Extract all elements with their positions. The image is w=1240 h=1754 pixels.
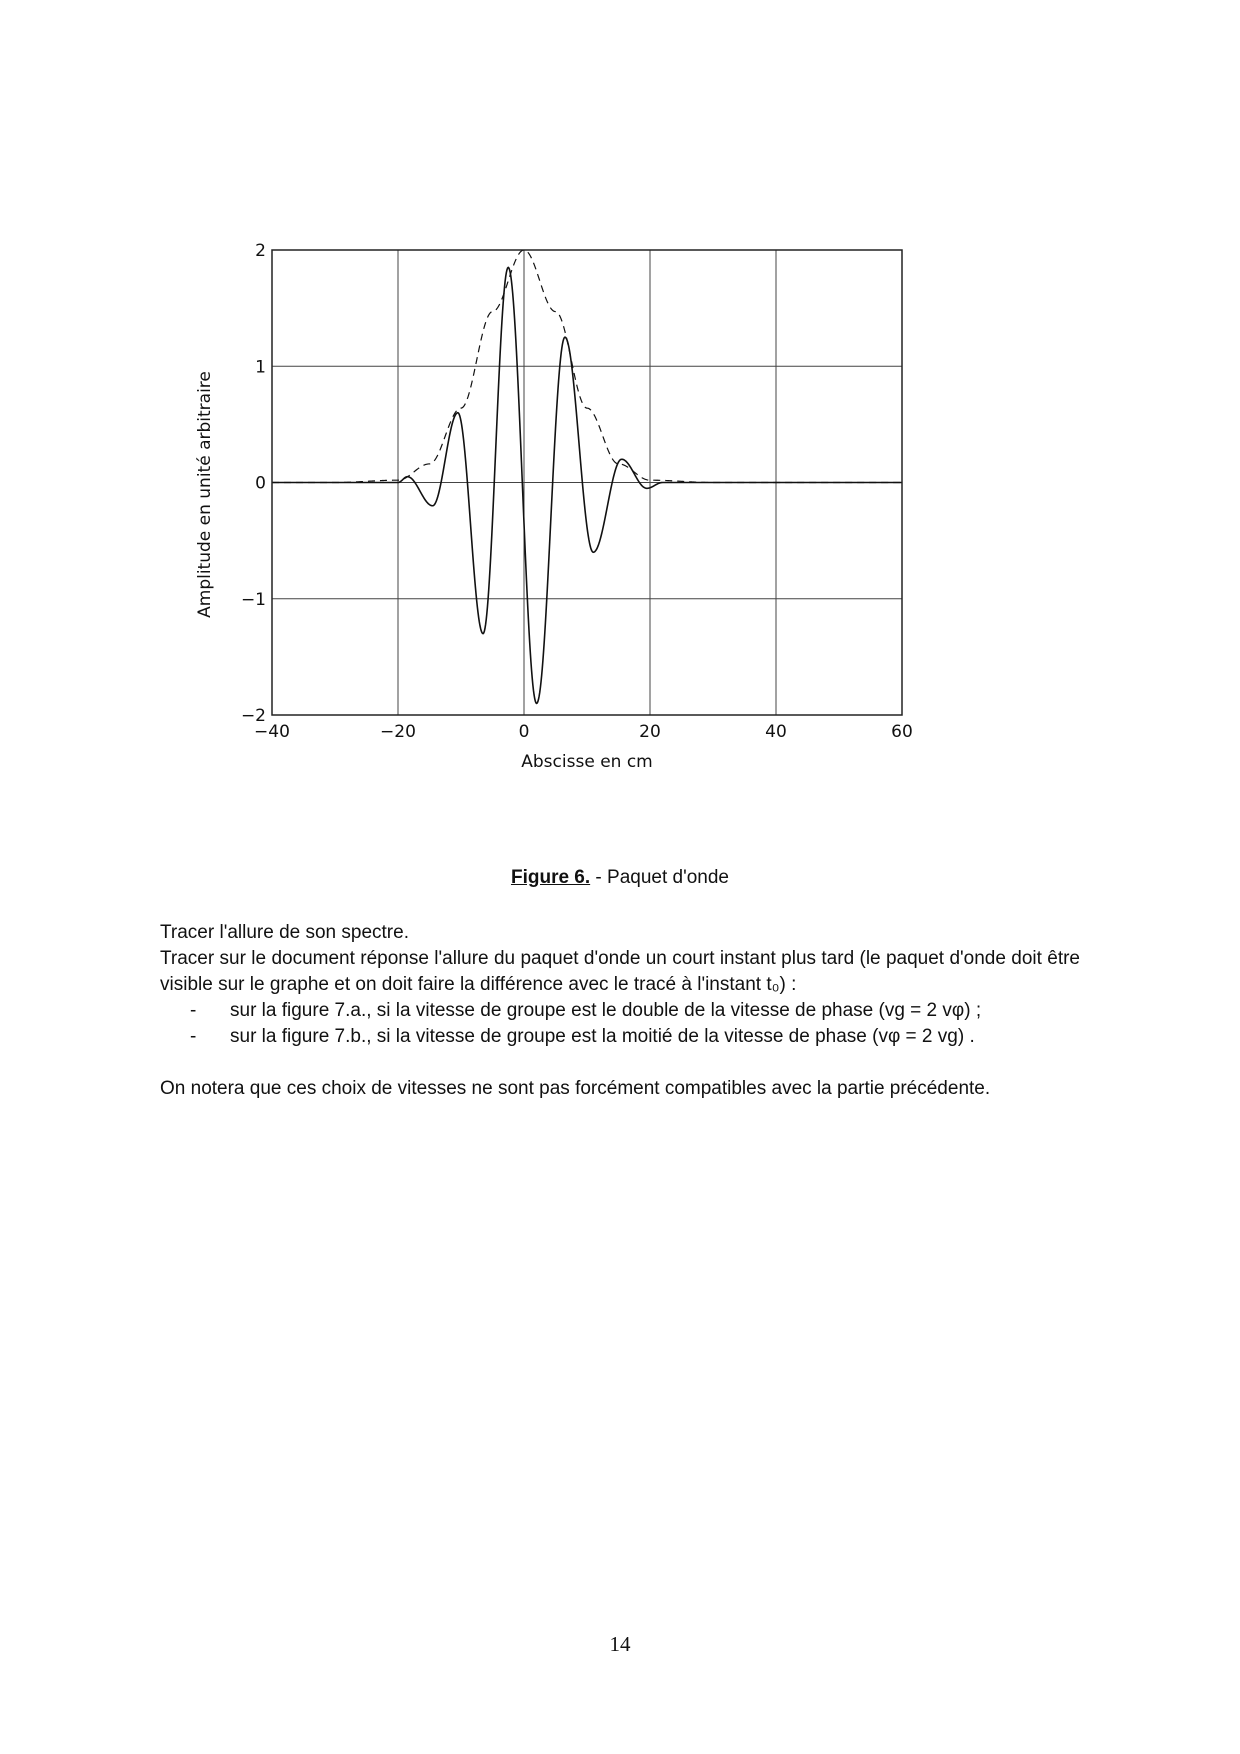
bullet-list	[160, 998, 1080, 1050]
y-tick-label: 2	[255, 241, 266, 261]
figure-title: - Paquet d'onde	[590, 867, 730, 888]
x-tick-label: 20	[639, 722, 661, 742]
bullet-figure-7a: - sur la figure 7.a., si la vitesse de groupe est le double de la vitesse de phase (vg = 2 vφ) ;	[160, 998, 1080, 1024]
chart-series	[272, 250, 902, 703]
wave-series	[272, 267, 902, 703]
y-tick-label: 0	[255, 473, 266, 494]
y-tick-label: 1	[255, 357, 266, 378]
x-tick-label: 0	[518, 722, 530, 742]
x-axis-label: Abscisse en cm	[521, 752, 653, 772]
figure-caption	[0, 867, 1240, 889]
paragraph-instructions: Tracer sur le document réponse l'allure du paquet d'onde un court instant plus tard (le paquet d'onde doit être visible sur le graphe et on doit faire la différence avec le tracé à l'instant t₀) :	[160, 948, 1080, 995]
y-axis-label: Amplitude en unité arbitraire	[195, 371, 215, 618]
paragraph-note: On notera que ces choix de vitesses ne sont pas forcément compatibles avec la partie précédente.	[160, 1078, 991, 1099]
y-tick-label: −1	[240, 589, 266, 610]
bullet-figure-7b: - sur la figure 7.b., si la vitesse de groupe est la moitié de la vitesse de phase (vφ = 2 vg) .	[160, 1024, 1080, 1050]
x-tick-label: −20	[380, 722, 416, 742]
body-text	[160, 920, 1080, 1102]
x-tick-label: 60	[891, 722, 913, 742]
chart-ticks	[241, 241, 913, 742]
y-tick-label: −2	[240, 706, 266, 726]
paragraph-spectrum: Tracer l'allure de son spectre.	[160, 922, 409, 943]
page-number: 14	[609, 1632, 631, 1656]
wave-packet-chart	[190, 240, 1010, 880]
x-tick-label: −40	[254, 722, 290, 742]
x-tick-label: 40	[765, 722, 787, 742]
figure-label: Figure 6.	[510, 867, 591, 888]
